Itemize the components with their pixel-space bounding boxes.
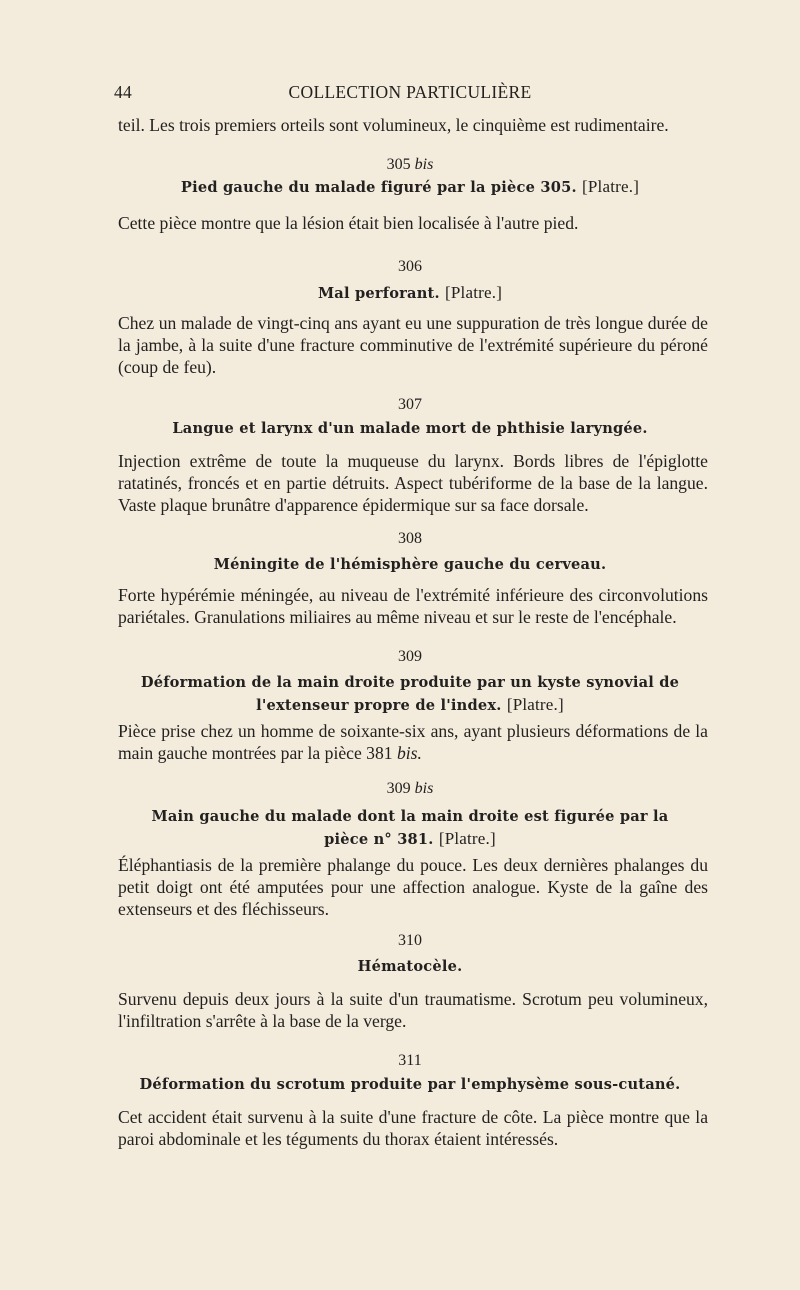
entry-title: Déformation du scrotum produite par l'emphysème sous-cutané. (139, 1076, 681, 1093)
running-title: COLLECTION PARTICULIÈRE (288, 82, 532, 102)
entry-description: Injection extrême de toute la muqueuse du larynx. Bords libres de l'épiglotte ratatinés, froncés et en partie détruits. Aspect tubériforme de la base de la langue. Vaste plaque brunâtre d'apparence épidermique sur sa face dorsale. (118, 451, 708, 515)
entry-number: 311 (398, 1052, 422, 1069)
entry-title: Méningite de l'hémisphère gauche du cerveau. (213, 556, 607, 573)
entry-number: 310 (398, 932, 422, 949)
entry-number: 308 (398, 530, 422, 547)
entry-description: Survenu depuis deux jours à la suite d'un traumatisme. Scrotum peu volumineux, l'infiltration s'arrête à la base de la verge. (118, 989, 708, 1031)
page-header (110, 82, 710, 104)
entry-title: Mal perforant. [Platre.] (317, 283, 503, 302)
entry-description: Forte hypérémie méningée, au niveau de l'extrémité inférieure des circonvolutions pariétales. Granulations miliaires au même niveau et sur le reste de l'encéphale. (118, 585, 708, 627)
entry-number: 309 (398, 648, 422, 665)
intro-paragraph: teil. Les trois premiers orteils sont volumineux, le cinquième est rudimentaire. (118, 115, 669, 135)
entry-title: Pied gauche du malade figuré par la pièce 305. [Platre.] (180, 177, 640, 196)
entry-title: Hématocèle. (357, 958, 463, 975)
entry-number: 306 (398, 258, 422, 275)
entry-title: Déformation de la main droite produite par un kyste synovial de l'extenseur propre de l'index. [Platre.] (140, 674, 680, 714)
entry-title: Langue et larynx d'un malade mort de phthisie laryngée. (172, 420, 648, 437)
entry-description: Cette pièce montre que la lésion était bien localisée à l'autre pied. (118, 213, 579, 233)
entry-title: Main gauche du malade dont la main droite est figurée par la pièce n° 381. [Platre.] (151, 808, 669, 848)
entry-number: 307 (398, 396, 422, 413)
entry-description: Éléphantiasis de la première phalange du pouce. Les deux dernières phalanges du petit doigt ont été amputées pour une affection analogue. Kyste de la gaîne des extenseurs et des fléchisseurs. (118, 855, 708, 919)
entry-description: Cet accident était survenu à la suite d'une fracture de côte. La pièce montre que la paroi abdominale et les téguments du thorax étaient intéressés. (118, 1107, 708, 1149)
entry-number: 305 bis (386, 156, 434, 173)
entry-number: 309 bis (386, 780, 434, 797)
entry-description: Pièce prise chez un homme de soixante-six ans, ayant plusieurs déformations de la main gauche montrées par la pièce 381 bis. (118, 721, 708, 763)
page-number: 44 (114, 82, 133, 102)
entry-description: Chez un malade de vingt-cinq ans ayant eu une suppuration de très longue durée de la jambe, à la suite d'une fracture comminutive de l'extrémité supérieure du péroné (coup de feu). (118, 313, 708, 377)
